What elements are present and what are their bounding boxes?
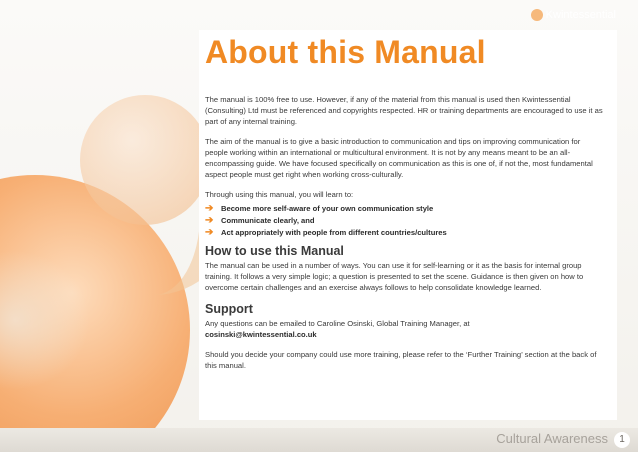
list-item-text: Become more self-aware of your own communication style [221, 203, 434, 213]
body-text [205, 94, 605, 380]
right-arrow-icon: ➔ [205, 226, 214, 238]
intro-paragraph-1: The manual is 100% free to use. However, if any of the material from this manual is used then Kwintessential (Consulting) Ltd must be referenced and copyrights respected. HR or training departments are encouraged to use it as part of any internal training. [205, 95, 603, 126]
further-training-paragraph: Should you decide your company could use more training, please refer to the ‘Further Training’ section at the back of this manual. [205, 350, 597, 370]
page-number: 1 [614, 432, 630, 448]
support-email-link[interactable]: cosinski@kwintessential.co.uk [205, 330, 317, 339]
intro-paragraph-2: The aim of the manual is to give a basic introduction to communication and tips on improving communication for people working within an international or multicultural environment. It is not by any means meant to be an all-encompassing guide. We have focused specifically on communication as this is one of, if not the, most fundamental aspect people must get right when working cross-culturally. [205, 137, 593, 179]
footer-label: Cultural Awareness [496, 431, 608, 446]
list-item [205, 202, 605, 214]
page-title: About this Manual [205, 34, 486, 70]
list-item [205, 226, 605, 238]
how-to-use-paragraph: The manual can be used in a number of ways. You can use it for self-learning or it as the basis for internal group training. It follows a very simple logic; a question is presented to set the scene. Guidance is then given on how to overcome certain challenges and an exercise always follows to help consolidate knowledge learned. [205, 261, 584, 292]
right-arrow-icon: ➔ [205, 202, 214, 214]
list-item-text: Communicate clearly, and [221, 215, 315, 225]
how-to-use-heading: How to use this Manual [205, 244, 344, 258]
list-item [205, 214, 605, 226]
right-arrow-icon: ➔ [205, 214, 214, 226]
brand-logo-text: Kwintessential [545, 9, 616, 21]
page-footer [0, 428, 638, 452]
learn-intro: Through using this manual, you will learn to: [205, 190, 354, 199]
brand-logo [531, 9, 616, 21]
support-paragraph: Any questions can be emailed to Caroline Osinski, Global Training Manager, at [205, 319, 470, 328]
learning-list [205, 202, 605, 238]
support-heading: Support [205, 302, 253, 316]
list-item-text: Act appropriately with people from different countries/cultures [221, 227, 447, 237]
kwintessential-logo-icon [531, 9, 543, 21]
